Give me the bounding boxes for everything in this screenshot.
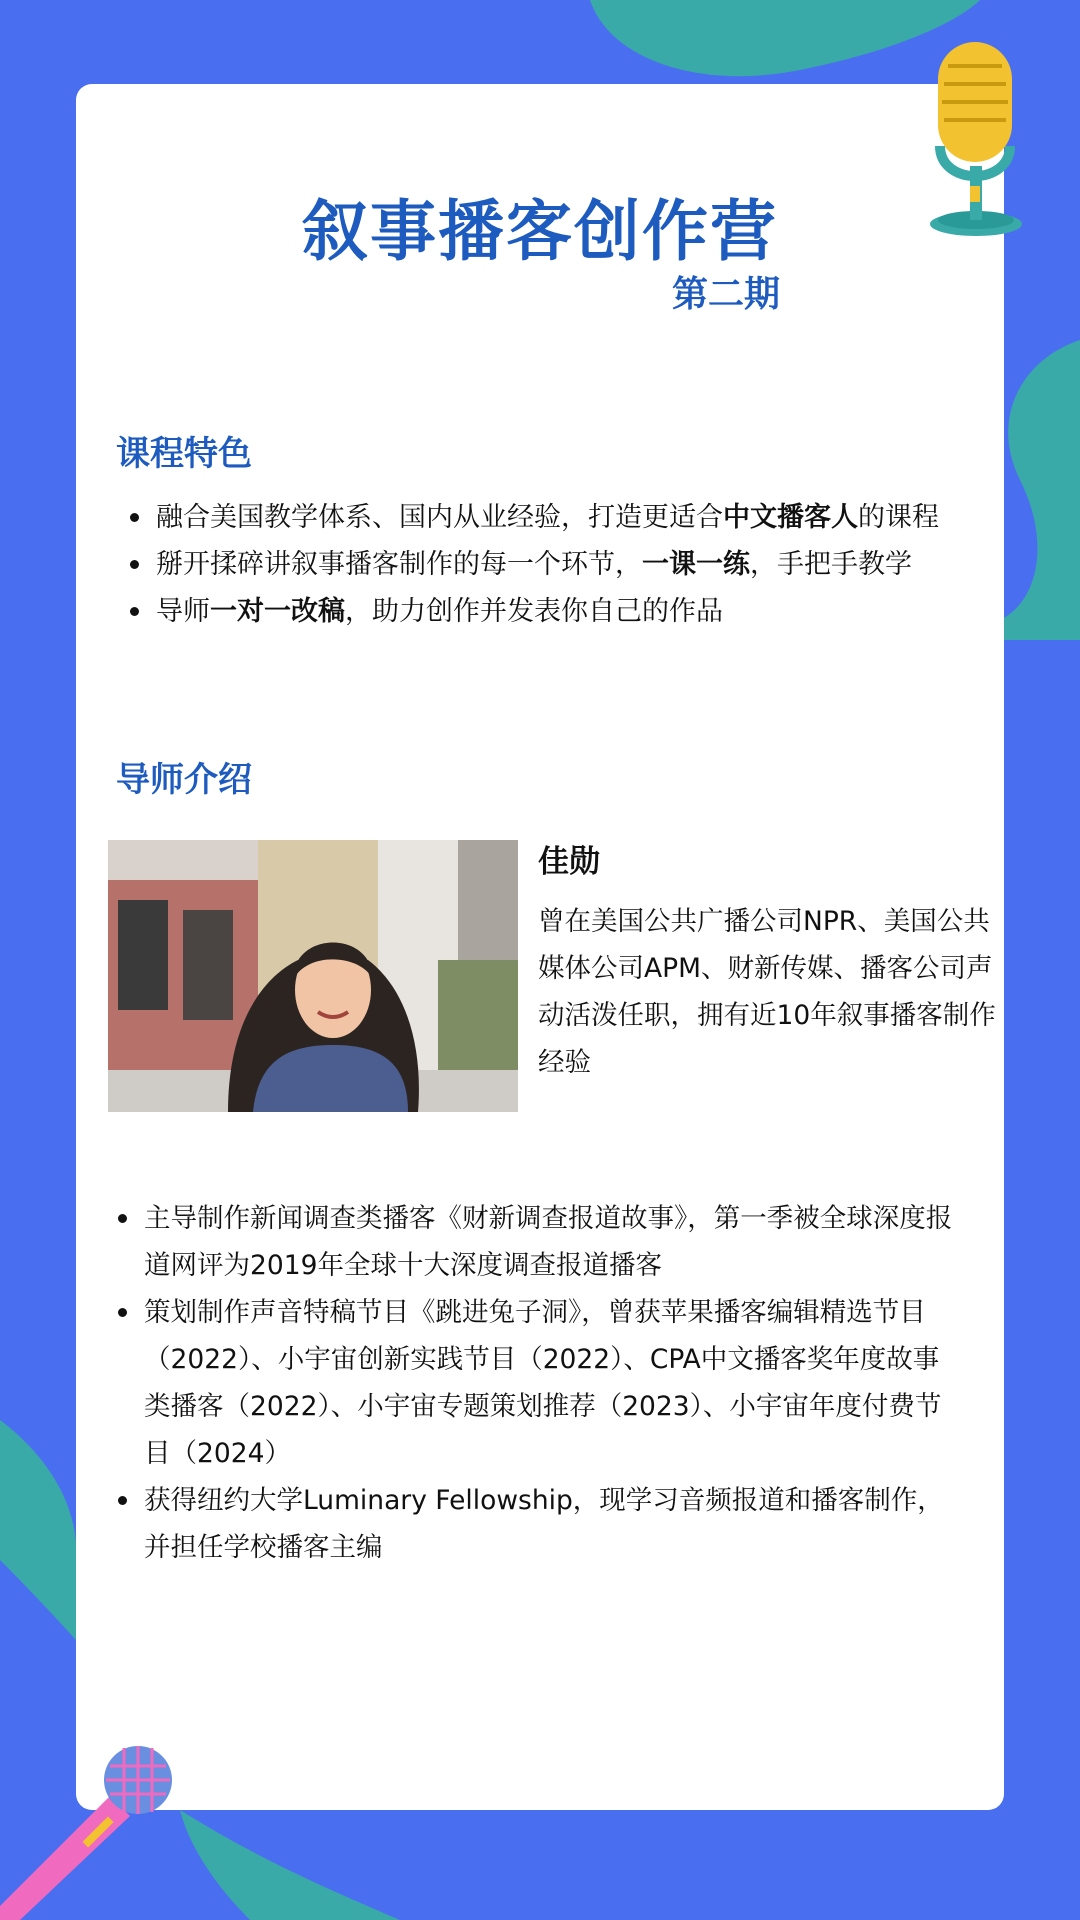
- features-heading: 课程特色: [116, 434, 252, 474]
- feature-text: 的课程: [858, 502, 939, 533]
- handheld-microphone-icon: [0, 1736, 180, 1920]
- feature-highlight: 中文播客人: [723, 502, 858, 533]
- portrait-photo: [108, 840, 518, 1112]
- features-list: [128, 494, 988, 635]
- page-subtitle: 第二期: [671, 273, 780, 315]
- feature-item: [128, 588, 988, 635]
- feature-item: [128, 494, 988, 541]
- feature-text: 掰开揉碎讲叙事播客制作的每一个环节，: [156, 549, 642, 580]
- page-title: 叙事播客创作营: [302, 192, 778, 270]
- bio-item: 获得纽约大学Luminary Fellowship，现学习音频报道和播客制作，并担任学校播客主编: [116, 1477, 956, 1571]
- feature-text: 融合美国教学体系、国内从业经验，打造更适合: [156, 502, 723, 533]
- mentor-heading: 导师介绍: [116, 760, 252, 800]
- mentor-bio-list: [116, 1195, 956, 1571]
- bio-item: 策划制作声音特稿节目《跳进兔子洞》，曾获苹果播客编辑精选节目（2022）、小宇宙创新实践节目（2022）、CPA中文播客奖年度故事类播客（2022）、小宇宙专题策划推荐（2023）、小宇宙年度付费节目（2024）: [116, 1289, 956, 1477]
- bio-item: 主导制作新闻调查类播客《财新调查报道故事》，第一季被全球深度报道网评为2019年全球十大深度调查报道播客: [116, 1195, 956, 1289]
- feature-item: [128, 541, 988, 588]
- mentor-intro: 曾在美国公共广播公司NPR、美国公共媒体公司APM、财新传媒、播客公司声动活泼任职，拥有近10年叙事播客制作经验: [538, 906, 996, 1078]
- feature-text: ，手把手教学: [750, 549, 912, 580]
- feature-text: 导师: [156, 596, 210, 627]
- mentor-name: 佳勋: [538, 844, 600, 880]
- feature-text: ，助力创作并发表你自己的作品: [345, 596, 723, 627]
- feature-highlight: 一课一练: [642, 549, 750, 580]
- feature-highlight: 一对一改稿: [210, 596, 345, 627]
